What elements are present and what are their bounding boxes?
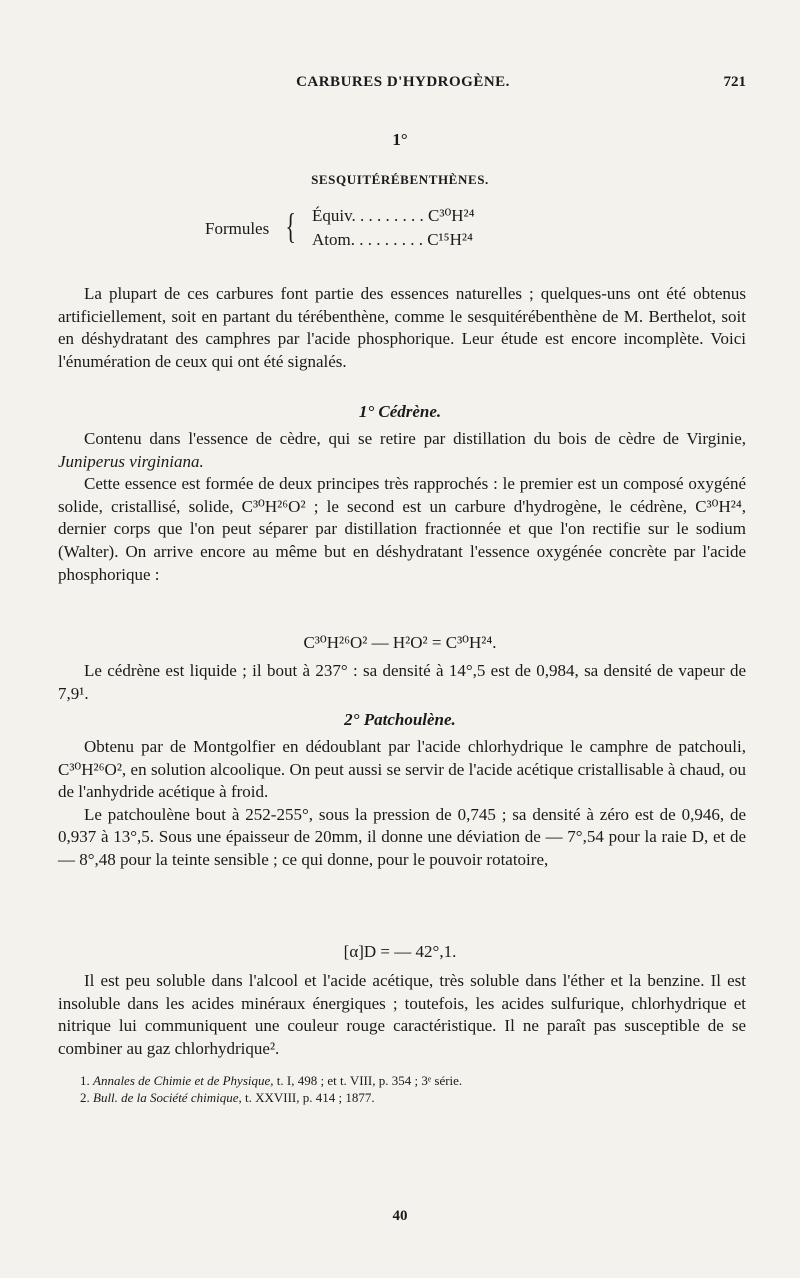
patchoulene-block bbox=[58, 736, 746, 872]
rotatory-power-equation: [α]D = — 42°,1. bbox=[343, 942, 457, 961]
formula-equiv: Équiv. . . . . . . . . C³⁰H²⁴ bbox=[312, 206, 475, 225]
footnote-2-journal: Bull. de la Société chimique bbox=[93, 1090, 239, 1105]
patchoulene-block-2 bbox=[58, 970, 746, 1060]
intro-block bbox=[58, 283, 746, 373]
footnote-1 bbox=[80, 1072, 760, 1089]
cedrene-block-2 bbox=[58, 660, 746, 705]
patchoulene-heading: 2° Patchoulène. bbox=[344, 710, 456, 729]
footnotes bbox=[80, 1072, 760, 1106]
patchoulene-paragraph-1: Obtenu par de Montgolfier en dédoublant par l'acide chlorhydrique le camphre de patchouli, C³⁰H²⁶O², en solution alcoolique. On peut aussi se servir de l'acide acétique cristallisable à chaud, ou de l'anhydride acétique à froid. bbox=[58, 737, 746, 802]
formulae-label: Formules bbox=[205, 219, 270, 238]
running-title: CARBURES D'HYDROGÈNE. bbox=[296, 74, 510, 90]
footnote-1-ref: , t. I, 498 ; et t. VIII, p. 354 ; 3ᵉ série. bbox=[270, 1073, 463, 1088]
cedrene-paragraph-2: Cette essence est formée de deux principes très rapprochés : le premier est un composé oxygéné solide, cristallisé, solide, C³⁰H²⁶O² ; le second est un carbure d'hydrogène, le cédrène, C³⁰H²⁴, dernier corps que l'on peut séparer par distillation fractionnée et que l'on rectifie sur le sodium (Walter). On arrive encore au même but en déshydratant l'essence oxygénée concrète par l'acide phosphorique : bbox=[58, 474, 746, 584]
cedrene-block bbox=[58, 428, 746, 586]
footnote-2-number: 2. bbox=[80, 1090, 93, 1105]
patchoulene-paragraph-3: Il est peu soluble dans l'alcool et l'acide acétique, très soluble dans l'éther et la benzine. Il est insoluble dans les acides minéraux énergiques ; toutefois, les acides sulfurique, chlorhydrique et nitrique lui communiquent une couleur rouge caractéristique. Il ne paraît pas susceptible de se combiner au gaz chlorhydrique². bbox=[58, 971, 746, 1058]
cedrene-paragraph-3: Le cédrène est liquide ; il bout à 237° : sa densité à 14°,5 est de 0,984, sa densité de vapeur de 7,9¹. bbox=[58, 661, 746, 703]
patchoulene-paragraph-2: Le patchoulène bout à 252-255°, sous la pression de 0,745 ; sa densité à zéro est de 0,946, de 0,937 à 13°,5. Sous une épaisseur de 20mm, il donne une déviation de — 7°,54 pour la raie D, et de — 8°,48 pour la teinte sensible ; ce qui donne, pour le pouvoir rotatoire, bbox=[58, 804, 746, 869]
footnote-1-journal: Annales de Chimie et de Physique bbox=[93, 1073, 271, 1088]
footnote-1-number: 1. bbox=[80, 1073, 93, 1088]
cedrene-equation: C³⁰H²⁶O² — H²O² = C³⁰H²⁴. bbox=[303, 633, 497, 652]
page-number: 721 bbox=[723, 74, 746, 90]
brace-icon: { bbox=[285, 206, 296, 246]
footnote-2-ref: , t. XXVIII, p. 414 ; 1877. bbox=[238, 1090, 375, 1105]
section-title: SESQUITÉRÉBENTHÈNES. bbox=[311, 172, 489, 187]
cedrene-p1-text: Contenu dans l'essence de cèdre, qui se retire par distillation du bois de cèdre de Virginie, bbox=[84, 429, 746, 448]
signature-folio: 40 bbox=[392, 1208, 408, 1224]
running-header bbox=[60, 74, 746, 96]
species-name: Juniperus virginiana. bbox=[58, 451, 204, 471]
intro-paragraph: La plupart de ces carbures font partie des essences naturelles ; quelques-uns ont été obtenus artificiellement, soit en partant du térébenthène, comme le sesquitérébenthène de M. Berthelot, soit en déshydratant des camphres par l'acide phosphorique. Leur étude est encore incomplète. Voici l'énumération de ceux qui ont été signalés. bbox=[58, 284, 746, 371]
footnote-2 bbox=[80, 1089, 760, 1106]
cedrene-paragraph-1 bbox=[58, 428, 746, 473]
section-number: 1° bbox=[392, 130, 408, 149]
formulae-block bbox=[205, 206, 605, 256]
cedrene-heading: 1° Cédrène. bbox=[358, 402, 442, 421]
formula-atom: Atom. . . . . . . . . C¹⁵H²⁴ bbox=[312, 230, 473, 249]
